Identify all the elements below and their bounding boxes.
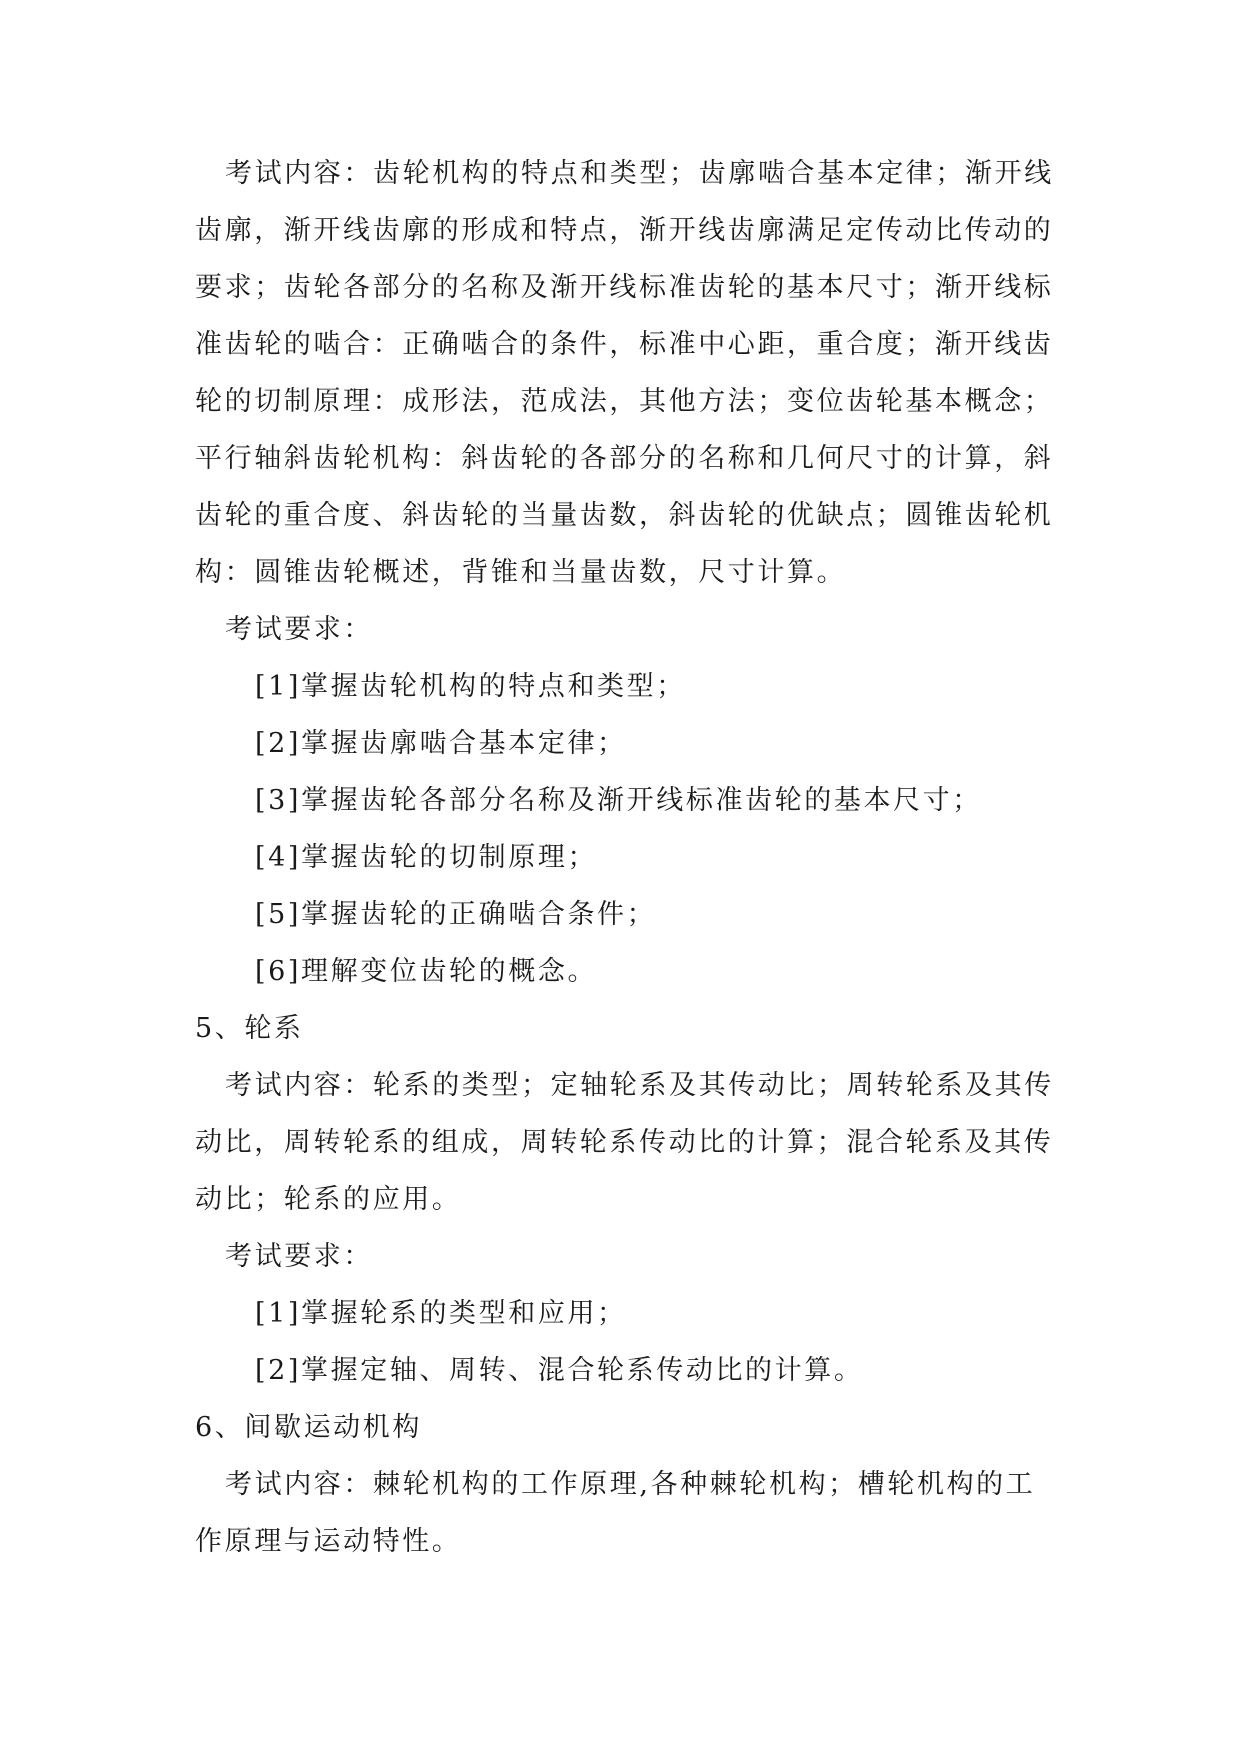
paragraph-line: 构：圆锥齿轮概述，背锥和当量齿数，尺寸计算。 [195,557,847,588]
section-heading: 5、轮系 [195,1013,304,1044]
paragraph-line: 齿轮的重合度、斜齿轮的当量齿数，斜齿轮的优缺点；圆锥齿轮机 [195,500,1054,531]
paragraph-line: 轮的切制原理：成形法，范成法，其他方法；变位齿轮基本概念； [195,386,1054,417]
requirement-item: [6]理解变位齿轮的概念。 [255,956,598,987]
requirement-item: [2]掌握齿廓啮合基本定律； [255,728,627,759]
requirement-item: [3]掌握齿轮各部分名称及渐开线标准齿轮的基本尺寸； [255,785,982,816]
paragraph-line: 作原理与运动特性。 [195,1526,462,1557]
requirement-item: [1]掌握齿轮机构的特点和类型； [255,671,686,702]
paragraph-line: 动比；轮系的应用。 [195,1184,462,1215]
paragraph-line: 要求；齿轮各部分的名称及渐开线标准齿轮的基本尺寸；渐开线标 [195,272,1054,303]
paragraph-line: 平行轴斜齿轮机构：斜齿轮的各部分的名称和几何尺寸的计算，斜 [195,443,1054,474]
section-label: 考试要求： [225,614,373,645]
requirement-item: [1]掌握轮系的类型和应用； [255,1298,627,1329]
section-heading: 6、间歇运动机构 [195,1412,422,1443]
paragraph-line: 考试内容：轮系的类型；定轴轮系及其传动比；周转轮系及其传 [225,1070,1054,1101]
paragraph-line: 考试内容：齿轮机构的特点和类型；齿廓啮合基本定律；渐开线 [225,158,1054,189]
requirement-item: [5]掌握齿轮的正确啮合条件； [255,899,657,930]
paragraph-line: 考试内容：棘轮机构的工作原理,各种棘轮机构；槽轮机构的工 [225,1469,1036,1500]
paragraph-line: 齿廓，渐开线齿廓的形成和特点，渐开线齿廓满足定传动比传动的 [195,215,1054,246]
paragraph-line: 动比，周转轮系的组成，周转轮系传动比的计算；混合轮系及其传 [195,1127,1054,1158]
paragraph-line: 准齿轮的啮合：正确啮合的条件，标准中心距，重合度；渐开线齿 [195,329,1054,360]
document-body [195,145,1055,1570]
requirement-item: [2]掌握定轴、周转、混合轮系传动比的计算。 [255,1355,864,1386]
section-label: 考试要求： [225,1241,373,1272]
requirement-item: [4]掌握齿轮的切制原理； [255,842,598,873]
